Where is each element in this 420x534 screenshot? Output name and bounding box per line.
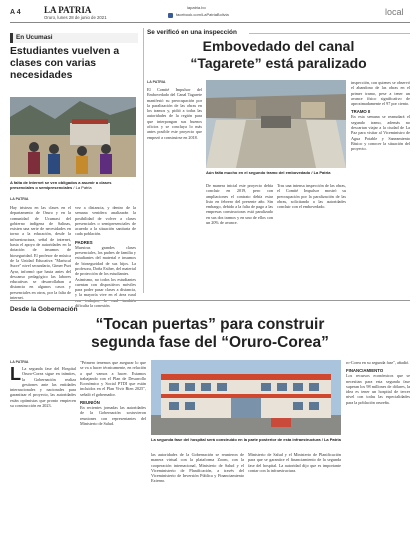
bottom-column-3: las autoridades de la Gobernación se reunieron de manera virtual con la plataforma Zoom, con la cooperación internacional, Ministerio de Salud y el Viceministerio de Planificación, a través del Viceministerio de Inversión Pública y Financiamiento Externo. <box>151 452 244 484</box>
left-column-2-text: vez a distancia, y dentro de la semana venidera analizarán la posibilidad de volver a clases presenciales o semipresenciales de acuerdo a la situación sanitaria de cada población. <box>75 205 136 237</box>
hospital-photo-caption: La segunda fase del hospital será construido en la parte posterior de esta infraestructura / La Patria <box>151 437 341 442</box>
financiamiento-subhead: FINANCIAMIENTO <box>346 368 384 374</box>
bottom-headline-line-1: “Tocan puertas” para construir <box>95 316 325 333</box>
top-column-4-text: inspección, con quienes se observó el abandono de las obras en el primer tramo, pese a tener un avance físico significativo de aproximadamente el 97 por ciento. <box>351 80 410 107</box>
bottom-column-2 <box>80 360 146 532</box>
students-photo-art <box>10 97 136 177</box>
site-url[interactable]: lapatria.bo <box>187 5 206 10</box>
top-column-4 <box>351 80 410 287</box>
top-headline-line-2: “Tagarete” está paralizado <box>190 55 367 71</box>
page-header <box>0 0 420 24</box>
bottom-story <box>10 302 410 534</box>
drop-cap: L <box>10 366 21 384</box>
facebook-icon[interactable] <box>168 13 173 18</box>
top-kicker: Se verificó en una inspección <box>147 29 237 36</box>
canal-photo-caption: Aún falta mucho en el segundo tramo del embovedado / La Patria <box>206 170 331 175</box>
header-divider <box>10 22 410 23</box>
bottom-column-5-text-b: Los recursos económicos que se necesitan para esta segunda fase superan los 98 millones de dólares, la idea es tener un hospital de tercer nivel con todas las especialidades para la población orureña. <box>346 373 410 405</box>
students-caption-credit: / La Patria <box>72 185 92 190</box>
top-story <box>147 25 410 295</box>
bottom-column-5 <box>346 360 410 532</box>
top-kicker-rule <box>249 33 410 34</box>
left-headline: Estudiantes vuelven a clases con varias necesidades <box>10 46 120 81</box>
hospital-photo-art <box>151 360 341 435</box>
bottom-column-1 <box>10 366 76 532</box>
bottom-column-4: Ministerio de Salud y el Ministerio de Planificación para que se garantice el financiamiento de la segunda fase del hospital. La autoridad dijo que es importante contar con la infraestructura. <box>248 452 341 473</box>
bottom-kicker-rule <box>10 300 410 301</box>
students-photo-caption <box>10 180 136 190</box>
left-story <box>10 25 140 325</box>
students-photo <box>10 97 136 177</box>
bottom-column-2-text-b: En recientes jornadas las autoridades de la Gobernación sostuvieron reuniones con representantes del Ministerio de Salud. <box>80 405 146 426</box>
bottom-headline-line-2: segunda fase del “Oruro-Corea” <box>91 334 329 351</box>
left-kicker: En Ucumasi <box>16 34 53 41</box>
top-headline-line-1: Embovedado del canal <box>202 38 355 54</box>
left-byline: LA PATRIA <box>10 197 29 201</box>
bottom-kicker: Desde la Gobernación <box>10 306 78 313</box>
section-label: local <box>385 7 404 17</box>
padres-subhead: PADRES <box>75 239 93 245</box>
top-column-1: El Comité Impulsor del Embovedado del Canal Tagarete manifestó su preocupación por la paralización de las obras en los tramos y, pidió a todas las autoridades de la región para que interpongan sus buenos oficios y se concluya lo más antes posible este proyecto que empezó a construirse en 2018. <box>147 87 202 140</box>
reunion-subhead: REUNIÓN <box>80 400 100 406</box>
bottom-byline: LA PATRIA <box>10 360 29 364</box>
tramo-subhead: TRAMO II <box>351 109 371 115</box>
top-column-3: Tras una intensa inspección de las obras, el Comité Impulsor mostró su preocupación por la paralización de las obras, solicitando a las autoridades concluir con el embovedado. <box>277 183 346 210</box>
top-byline: LA PATRIA <box>147 80 166 84</box>
column-divider <box>143 28 144 293</box>
top-column-2: De manera inicial este proyecto debía concluir en 2019, pero con ampliaciones el contrato debía estar listo en febrero del presente año. Sin embargo, debido a la falta de pago a las empresas constructoras está paralizado en sus dos tramos y en uno de ellos con un 20% de avance. <box>206 183 273 226</box>
hospital-photo <box>151 360 341 435</box>
left-column-2-text-b: Muestras grandes clases presenciales, los padres de familia y estudiantes del material e insumos de bioseguridad de sus hijos. La profesora, Doña Esther, del material de protección de los estudiantes. <box>75 244 136 277</box>
top-column-4-text-b: En esta semana se reanudará el segundo tramo, además no descartan viajar a la ciudad de La Paz para visitar al Viceministro de Agua Potable y Saneamiento Básico y conocer la situación del proyecto. <box>351 114 410 152</box>
page-number: A 4 <box>10 9 21 16</box>
canal-photo <box>206 80 346 168</box>
bottom-column-5-text: ro-Corea en su segunda fase", añadió. <box>346 360 410 365</box>
bottom-column-2-text: "Primero tenemos que asegurar lo que se va a hacer técnicamente, en relación a qué vamos a hacer. Estamos trabajando con el Plan de Desarrollo Económico y Social PTDI que están incluidos en el Plan Vivir Bien 2025", señaló el gobernador. <box>80 360 146 397</box>
social-url[interactable]: facebook.com/LaPatriaBolivia <box>176 12 229 17</box>
bottom-column-1-text: La segunda fase del Hospital Oruro-Corea sigue en trámites, la Gobernación realiza gestiones ante las entidades internacionales y nacionales para garantizar el proyecto, las autoridades están optimistas que pronto empiecen su construcción en 2023. <box>10 366 76 409</box>
issue-date: Oruro, lunes 28 de junio de 2021 <box>44 15 107 20</box>
left-column-2-text-c: Asimismo, no todos los estudiantes cuentan con dispositivos móviles para poder pasar clases a distancia, y la mayoría vive en el área rural dificulta la conexión. <box>75 276 136 309</box>
left-column-1: Hay tristeza en las clases en el departamento de Oruro y en la comunidad de Ucumasi del gobierno indígena de Salinas, existen una serie de necesidades en torno a la educación, desde la infraestructura, señal de internet, hasta el apoyo de autoridades en la dotación de insumos de bioseguridad. El profesor de música de la Unidad Educativa "Mariscal Sucre" nivel secundario, Gimer Puri Ayar, informó que hasta antes del descanso pedagógico las labores educativas se desarrollaban a distancia en algunos casos y presenciales en otros, por la falta de internet. <box>10 205 71 301</box>
students-caption-text: A falta de Internet se ven obligados a asumir a clases presenciales o semipresenciales <box>10 180 112 190</box>
brand-name: LA PATRIA <box>44 5 92 15</box>
canal-photo-art <box>206 80 346 168</box>
